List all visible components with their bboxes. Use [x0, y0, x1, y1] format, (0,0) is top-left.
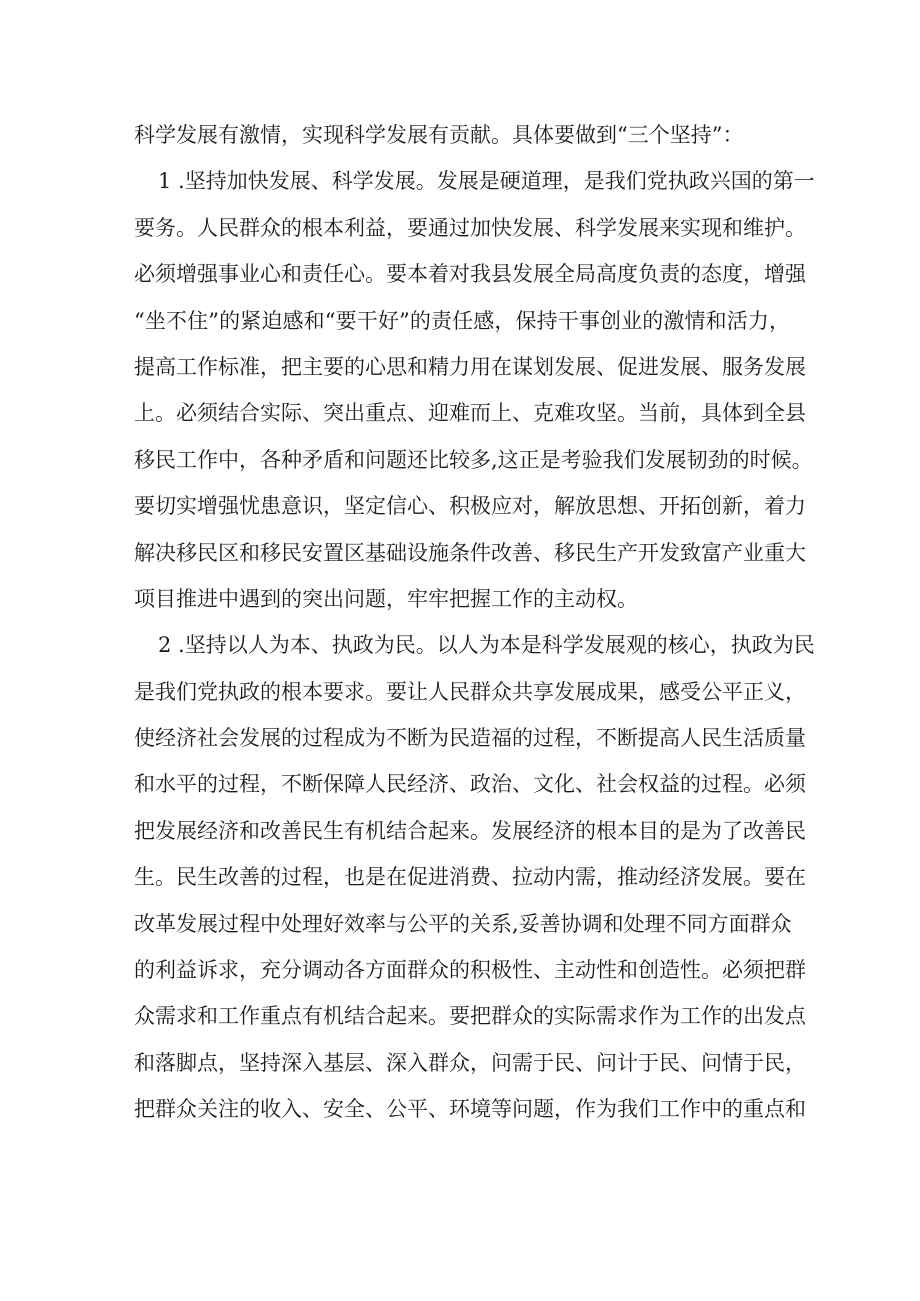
- text-line: 是我们党执政的根本要求。要让人民群众共享发展成果，感受公平正义，: [134, 679, 806, 704]
- text-line: 要务。人民群众的根本利益，要通过加快发展、科学发展来实现和维护。: [134, 215, 806, 240]
- text-line: 要切实增强忧患意识，坚定信心、积极应对，解放思想、开拓创新，着力: [134, 494, 806, 519]
- text-line: 必须增强事业心和责任心。要本着对我县发展全局高度负责的态度，增强: [134, 262, 806, 287]
- text-line: 使经济社会发展的过程成为不断为民造福的过程，不断提高人民生活质量: [134, 726, 806, 751]
- text-line: 和水平的过程，不断保障人民经济、政治、文化、社会权益的过程。必须: [134, 772, 806, 797]
- text-line: 上。必须结合实际、突出重点、迎难而上、克难攻坚。当前，具体到全县: [134, 401, 806, 426]
- text-line: 的利益诉求，充分调动各方面群众的积极性、主动性和创造性。必须把群: [134, 958, 806, 983]
- text-line: 众需求和工作重点有机结合起来。要把群众的实际需求作为工作的出发点: [134, 1004, 806, 1029]
- text-line: 把群众关注的收入、安全、公平、环境等问题，作为我们工作中的重点和: [134, 1097, 806, 1122]
- text-line: 2 .坚持以人为本、执政为民。以人为本是科学发展观的核心，执政为民: [158, 633, 815, 658]
- text-line: 科学发展有激情，实现科学发展有贡献。具体要做到“三个坚持”：: [134, 123, 744, 147]
- text-line: 1 .坚持加快发展、科学发展。发展是硬道理，是我们党执政兴国的第一: [158, 169, 815, 194]
- text-line: 把发展经济和改善民生有机结合起来。发展经济的根本目的是为了改善民: [134, 818, 806, 843]
- text-line: “坐不住”的紧迫感和“要干好”的责任感，保持干事创业的激情和活力，: [134, 308, 790, 333]
- text-line: 提高工作标准，把主要的心思和精力用在谋划发展、促进发展、服务发展: [134, 354, 806, 379]
- text-line: 解决移民区和移民安置区基础设施条件改善、移民生产开发致富产业重大: [134, 540, 806, 565]
- text-line: 和落脚点，坚持深入基层、深入群众，问需于民、问计于民、问情于民，: [134, 1050, 806, 1075]
- document-body: [134, 112, 815, 1133]
- text-line: 移民工作中，各种矛盾和问题还比较多,这正是考验我们发展韧劲的时候。: [134, 447, 813, 472]
- text-line: 项目推进中遇到的突出问题，牢牢把握工作的主动权。: [134, 586, 638, 611]
- text-line: 生。民生改善的过程，也是在促进消费、拉动内需，推动经济发展。要在: [134, 865, 806, 890]
- text-line: 改革发展过程中处理好效率与公平的关系,妥善协调和处理不同方面群众: [134, 911, 792, 936]
